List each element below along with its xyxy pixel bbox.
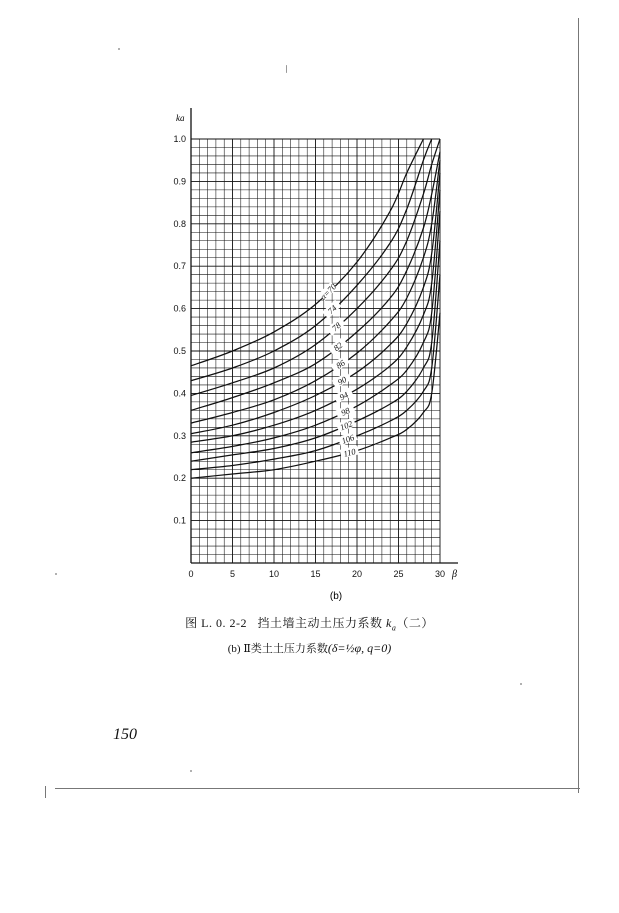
y-tick-label: 0.1: [173, 515, 186, 526]
y-axis-label: ka: [176, 113, 185, 123]
figure-caption: [0, 614, 619, 632]
caption-prefix: 图 L. 0. 2-2: [185, 616, 247, 630]
caption-suffix: （二）: [396, 616, 434, 630]
curve-line: [191, 139, 432, 381]
y-tick-label: 0.5: [173, 346, 186, 356]
subcaption-prefix: (b) Ⅱ类土土压力系数: [227, 643, 328, 655]
panel-label: (b): [329, 591, 343, 602]
y-tick-label: 0.2: [173, 473, 186, 484]
page-number: 150: [113, 726, 137, 743]
y-tick-label: 0.9: [173, 176, 186, 187]
y-tick-label: 1.0: [173, 134, 186, 144]
y-tick-label: 0.4: [173, 388, 186, 399]
x-tick-label: 0: [188, 569, 194, 579]
x-tick-label: 15: [310, 569, 321, 579]
caption-symbol-sub: a: [391, 623, 397, 633]
x-tick-label: 20: [351, 569, 363, 579]
curve-label: α=70: [317, 281, 339, 302]
curve-labels: [318, 281, 359, 459]
curve-label: 102: [338, 418, 354, 433]
curve-label: 86: [334, 357, 347, 371]
figure-subcaption: [0, 640, 619, 656]
curve-label: 94: [337, 389, 350, 403]
x-tick-label: 25: [393, 569, 404, 579]
caption-symbol: k: [386, 616, 392, 630]
curve-label: 78: [329, 320, 343, 334]
x-tick-label: 5: [229, 569, 236, 579]
caption-text: 挡土墙主动土压力系数: [257, 616, 383, 630]
curve-label: 106: [340, 432, 356, 446]
y-tick-label: 0.8: [173, 218, 186, 229]
curve-label: 98: [339, 405, 352, 418]
x-tick-label: 30: [434, 569, 446, 579]
curve-label: 82: [331, 339, 345, 354]
x-tick-label: 10: [268, 569, 280, 579]
x-axis-label: β: [452, 569, 457, 580]
y-tick-label: 0.6: [173, 303, 186, 314]
curve-label: 90: [335, 374, 349, 388]
curve-label: 110: [342, 446, 357, 459]
grid: [191, 139, 440, 563]
subcaption-formula: (δ=½φ, q=0): [327, 641, 392, 655]
y-tick-label: 0.7: [173, 261, 186, 272]
curve-label: 74: [325, 302, 339, 316]
y-tick-label: 0.3: [173, 430, 186, 441]
